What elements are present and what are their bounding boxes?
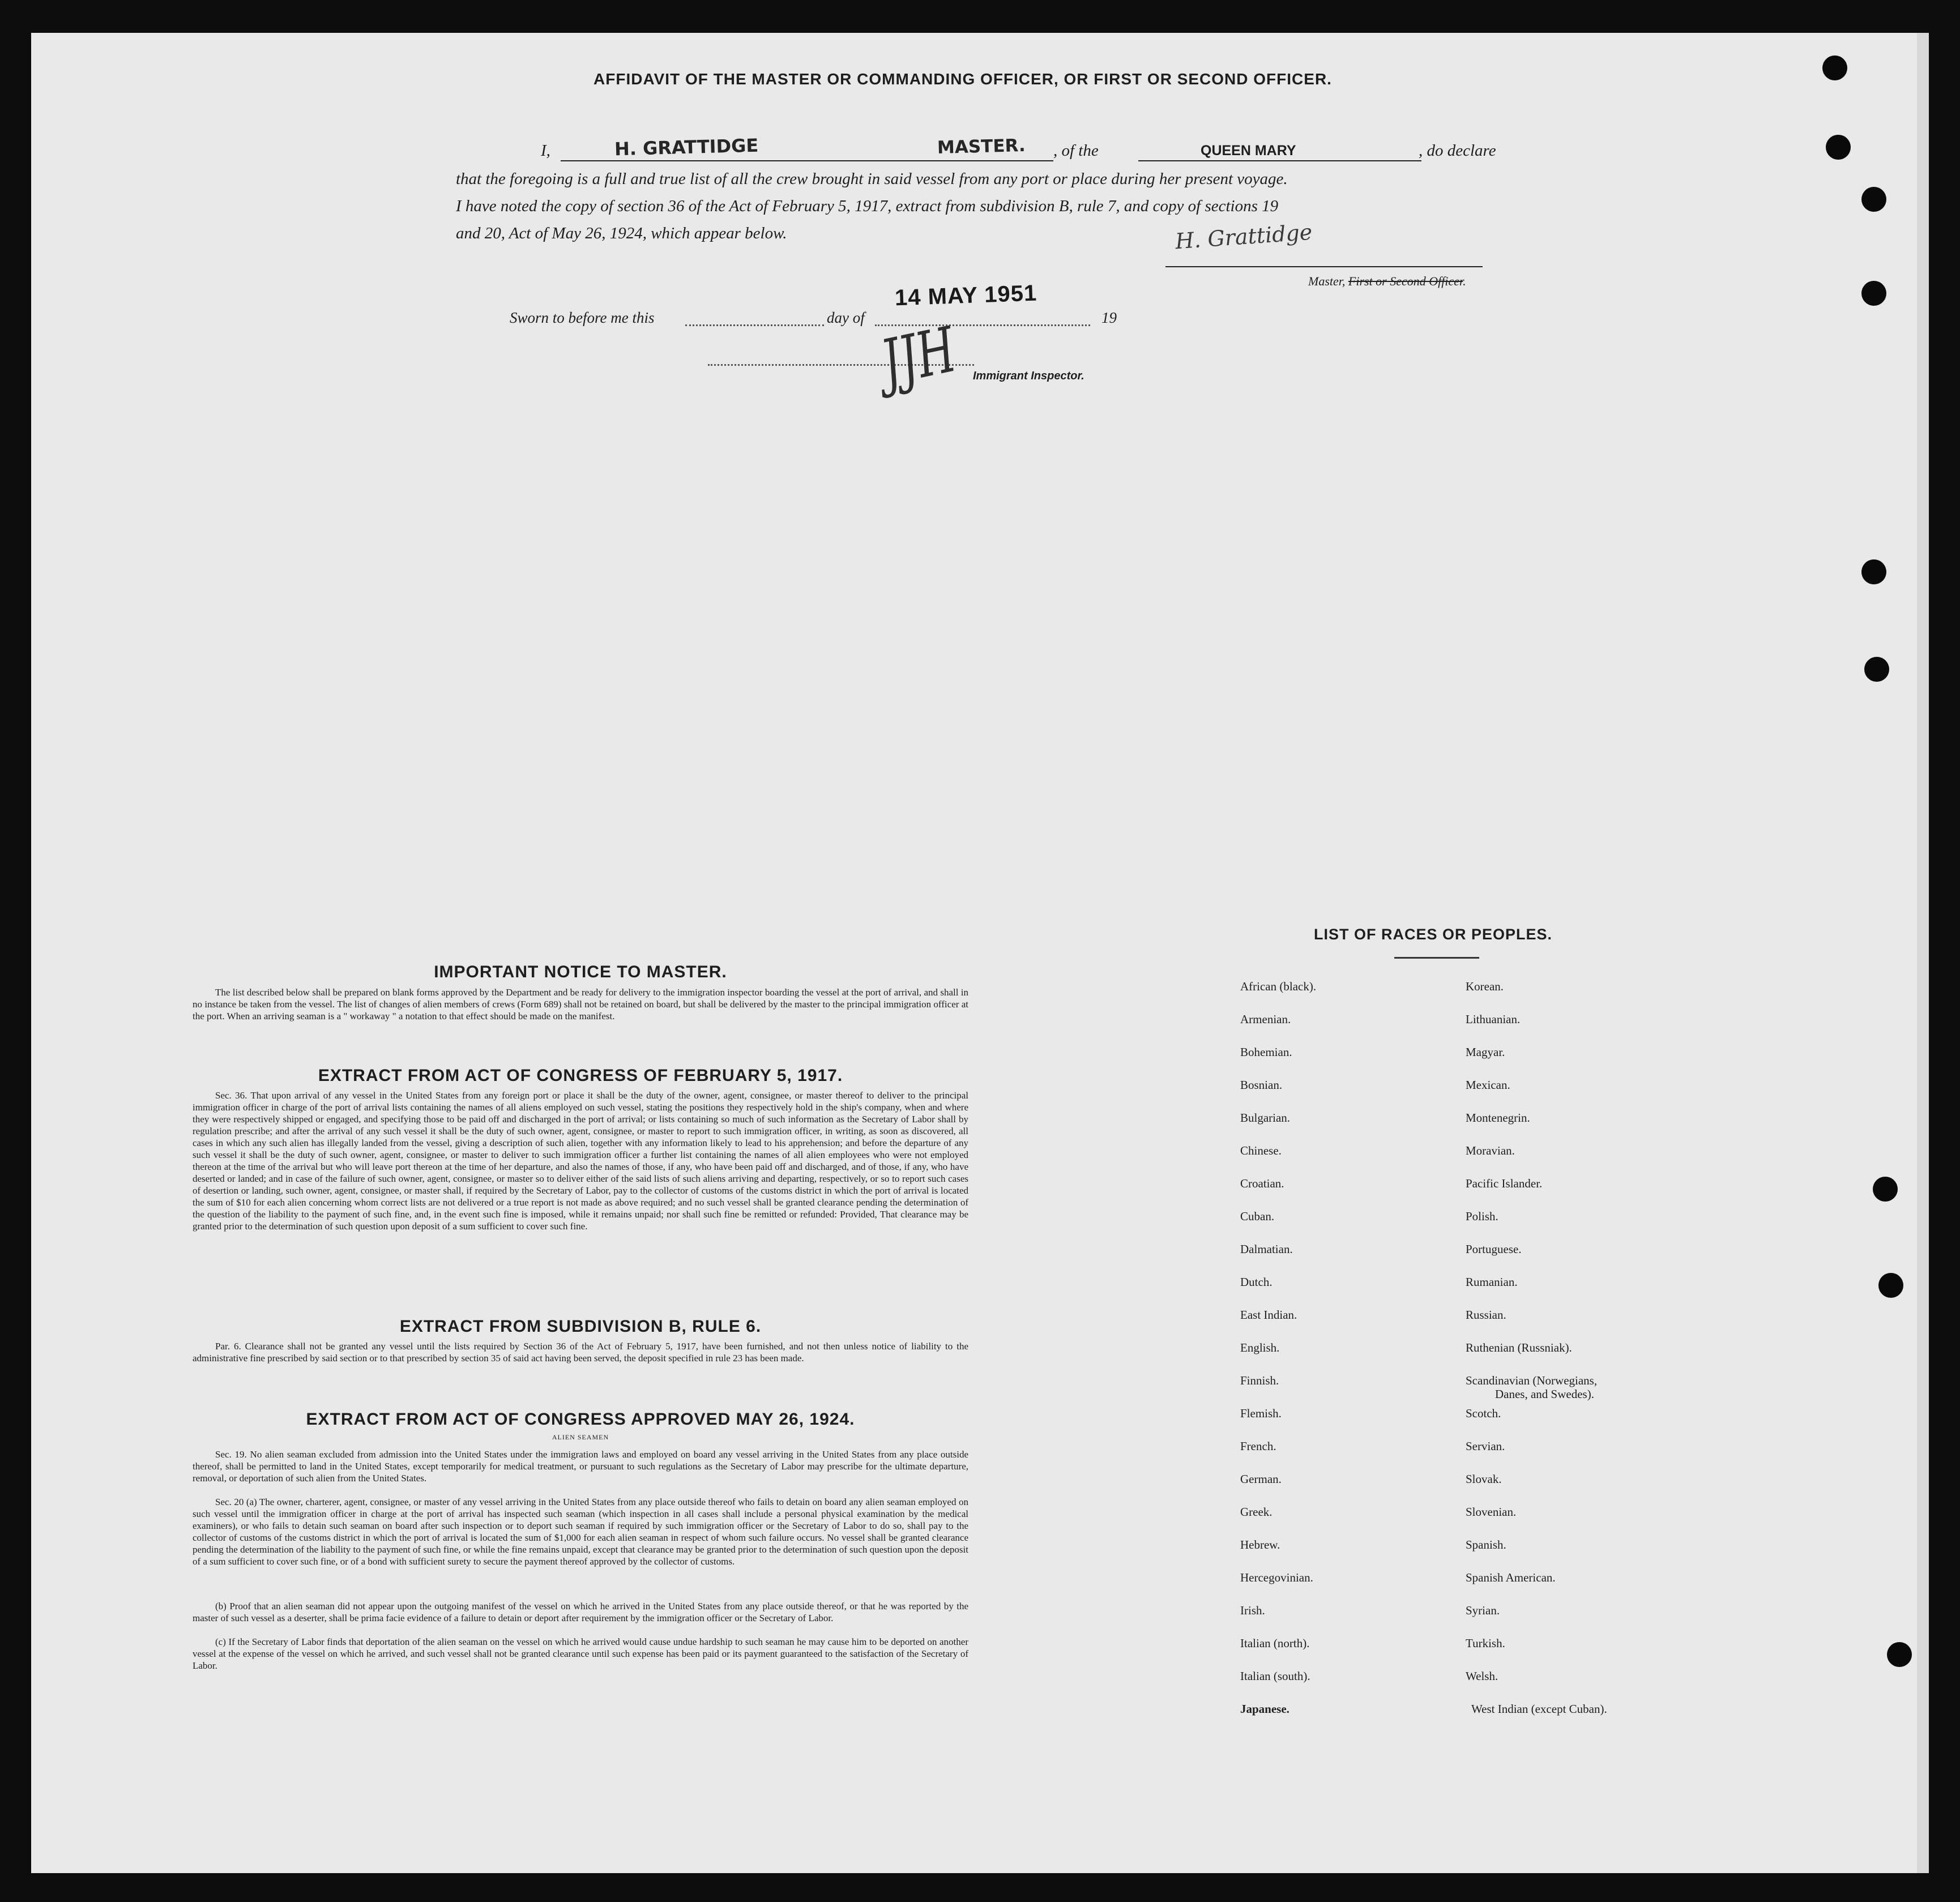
affidavit-line-3: I have noted the copy of section 36 of the Act of February 5, 1917, extract from subdivision B, rule 7, and copy of sections 19 xyxy=(456,197,1279,215)
race-item: Italian (south). xyxy=(1240,1669,1310,1683)
master-caption-prefix: Master, xyxy=(1308,274,1346,288)
punch-hole xyxy=(1878,1273,1903,1298)
race-item: Welsh. xyxy=(1466,1669,1498,1683)
race-item: Italian (north). xyxy=(1240,1636,1310,1650)
extract-1924-subtitle: ALIEN SEAMEN xyxy=(552,1433,609,1441)
race-item: Servian. xyxy=(1466,1439,1505,1453)
race-item: Croatian. xyxy=(1240,1177,1284,1190)
punch-hole xyxy=(1861,187,1886,212)
punch-hole xyxy=(1887,1642,1912,1667)
race-item: Greek. xyxy=(1240,1505,1272,1519)
vessel-name: QUEEN MARY xyxy=(1201,143,1296,159)
race-item: Scandinavian (Norwegians, xyxy=(1466,1374,1598,1387)
of-the-label: , of the xyxy=(1053,142,1099,160)
master-rank: MASTER. xyxy=(937,135,1026,159)
race-item: Russian. xyxy=(1466,1308,1506,1322)
race-item: Spanish American. xyxy=(1466,1571,1556,1584)
race-item: Hebrew. xyxy=(1240,1538,1280,1551)
punch-hole xyxy=(1861,281,1886,306)
race-item: English. xyxy=(1240,1341,1280,1354)
race-item: Japanese. xyxy=(1240,1702,1289,1716)
sec20b-text: (b) Proof that an alien seaman did not appear upon the outgoing manifest of the vessel on which he arrived in the United States from any place outside thereof, or that he was reported by the master of such vessel as a deserter, shall be prima facie evidence of a failure to detain or deport after requirement by the immigration officer or the Secretary of Labor. xyxy=(193,1601,968,1623)
race-item: Bulgarian. xyxy=(1240,1111,1291,1125)
sworn-day-line xyxy=(685,324,824,326)
race-item: African (black). xyxy=(1240,980,1317,993)
race-item: Hercegovinian. xyxy=(1240,1571,1313,1584)
punch-hole xyxy=(1861,559,1886,584)
extract-1924-title: EXTRACT FROM ACT OF CONGRESS APPROVED MAY 26, 1924. xyxy=(306,1410,855,1429)
race-item: German. xyxy=(1240,1472,1282,1486)
punch-hole xyxy=(1822,55,1847,80)
race-item: Slovak. xyxy=(1466,1472,1502,1486)
sworn-label: Sworn to before me this xyxy=(510,309,655,326)
race-item: Armenian. xyxy=(1240,1012,1291,1026)
race-item: Finnish. xyxy=(1240,1374,1279,1387)
race-item: Moravian. xyxy=(1466,1144,1515,1157)
punch-hole xyxy=(1826,135,1851,160)
affidavit-title: AFFIDAVIT OF THE MASTER OR COMMANDING OFFICER, OR FIRST OR SECOND OFFICER. xyxy=(593,70,1332,88)
race-item: Rumanian. xyxy=(1466,1275,1518,1289)
punch-hole xyxy=(1864,657,1889,682)
affidavit-line-4: and 20, Act of May 26, 1924, which appear below. xyxy=(456,224,787,242)
inspector-signature: JJH xyxy=(875,313,962,400)
race-item: Flemish. xyxy=(1240,1407,1282,1420)
master-signature-line xyxy=(1165,266,1483,267)
master-name: H. GRATTIDGE xyxy=(614,134,759,160)
i-label: I, xyxy=(541,142,550,160)
race-item: Turkish. xyxy=(1466,1636,1505,1650)
punch-hole xyxy=(1873,1177,1898,1202)
sec20a-text: Sec. 20 (a) The owner, charterer, agent, consignee, or master of any vessel arriving in the United States from any place outside thereof who fails to detain on board any alien seaman employed on such vessel until the immigration officer in charge at the port of arrival has inspected such seaman (which inspection in all cases shall include a personal physical examination by the medical examiners), or who fails to detain such seaman on board after such inspection or to deport such seaman if required by such immigration officer or the Secretary of Labor to do so, shall pay to the collector of customs of the customs district in which the port of arrival is located the sum of $1,000 for each alien seaman in respect of whom such failure occurs. No vessel shall be granted clearance pending the determination of the liability to the payment of such fine, or while the fine remains unpaid, except that clearance may be granted prior to the determination of such question upon the deposit of a sum sufficient to cover such fine, or of a bond with sufficient surety to secure the payment thereof approved by the collector of customs. xyxy=(193,1497,968,1567)
inspector-caption: Immigrant Inspector. xyxy=(973,370,1084,382)
race-item: West Indian (except Cuban). xyxy=(1471,1702,1607,1716)
race-item: Bohemian. xyxy=(1240,1045,1292,1059)
race-item: East Indian. xyxy=(1240,1308,1297,1322)
sec20c-text: (c) If the Secretary of Labor finds that deportation of the alien seaman on the vessel on which he arrived would cause undue hardship to such seaman he may cause him to be deported on another vessel at the expense of the vessel on which he arrived, and such vessel shall not be granted clearance until such expense has been paid or its payment guaranteed to the satisfaction of the Secretary of Labor. xyxy=(193,1636,968,1671)
race-item: Dalmatian. xyxy=(1240,1242,1293,1256)
page-edge-strip xyxy=(1917,33,1929,1873)
race-item: Irish. xyxy=(1240,1604,1265,1617)
affidavit-line-2: that the foregoing is a full and true list of all the crew brought in said vessel from any port or place during her present voyage. xyxy=(456,170,1288,188)
rule6-title: EXTRACT FROM SUBDIVISION B, RULE 6. xyxy=(399,1317,762,1336)
race-item: Portuguese. xyxy=(1466,1242,1522,1256)
race-item: Bosnian. xyxy=(1240,1078,1283,1092)
race-item: Lithuanian. xyxy=(1466,1012,1521,1026)
rule6-text: Par. 6. Clearance shall not be granted any vessel until the lists required by Section 36 of the Act of February 5, 1917, have been furnished, and not then unless notice of liability to the administrative fine prescribed by said section or to that prescribed by section 35 of said act having been served, the deposit specified in rule 23 has been made. xyxy=(193,1341,968,1364)
master-signature: H. Grattidge xyxy=(1174,219,1313,254)
document-page xyxy=(31,33,1917,1873)
race-item: Polish. xyxy=(1466,1209,1498,1223)
race-item: Slovenian. xyxy=(1466,1505,1517,1519)
extract-1917-title: EXTRACT FROM ACT OF CONGRESS OF FEBRUARY 5, 1917. xyxy=(318,1066,843,1085)
notice-text: The list described below shall be prepared on blank forms approved by the Department and be ready for delivery to the immigration inspector boarding the vessel at the port of arrival, and shall in no instance be taken from the vessel. The list of changes of alien members of crews (Form 689) shall not be retained on board, but shall be delivered by the master to the principal immigration officer at the port. When an arriving seaman is a " workaway " a notation to that effect should be made on the manifest. xyxy=(193,987,968,1021)
race-item: Magyar. xyxy=(1466,1045,1505,1059)
sec19-text: Sec. 19. No alien seaman excluded from admission into the United States under the immigration laws and employed on board any vessel arriving in the United States from any place outside thereof, shall be permitted to land in the United States, except temporarily for medical treatment, or pursuant to such regulations as the Secretary of Labor may prescribe for the ultimate departure, removal, or deportation of such alien from the United States. xyxy=(193,1449,968,1484)
do-declare-label: , do declare xyxy=(1419,142,1496,160)
day-of-label: day of xyxy=(827,309,865,326)
vessel-underline xyxy=(1138,160,1421,161)
race-item: Korean. xyxy=(1466,980,1504,993)
master-caption xyxy=(1308,274,1466,289)
race-item: Spanish. xyxy=(1466,1538,1506,1551)
races-title-rule xyxy=(1394,957,1479,959)
race-item: Syrian. xyxy=(1466,1604,1500,1617)
race-item: French. xyxy=(1240,1439,1276,1453)
extract-1917-text: Sec. 36. That upon arrival of any vessel in the United States from any foreign port or place it shall be the duty of the owner, agent, consignee, or master thereof to deliver to the principal immigration officer in charge of the port of arrival lists containing the names of all aliens employed on such vessel, stating the positions they respectively hold in the ship's company, when and where they were respectively shipped or engaged, and specifying those to be paid off and discharged in the port of arrival; or lists containing so much of such information as the Secretary of Labor shall by regulation prescribe; and after the arrival of any such vessel it shall be the duty of such owner, agent, consignee, or master to report to such immigration officer, in writing, as soon as discovered, all cases in which any such alien has illegally landed from the vessel, giving a description of such alien, together with any information likely to lead to his apprehension; and before the departure of any such vessel it shall be the duty of such owner, agent, consignee, or master to deliver to such immigration officer a further list containing the names of all alien employees who were not employed thereon at the time of the arrival but who will leave port thereon at the time of her departure, and also the names of those, if any, who have been paid off and discharged, and of those, if any, who have deserted or landed; and in case of the failure of such owner, agent, consignee, or master so to deliver either of the said lists of such aliens arriving and departing, respectively, or so to report such cases of desertion or landing, such owner, agent, consignee, or master shall, if required by the Secretary of Labor, pay to the collector of customs of the customs district in which the port of arrival is located the sum of $10 for each alien concerning whom correct lists are not delivered or a true report is not made as above required; and no such vessel shall be granted clearance pending the determination of the question of the liability to the payment of such fine, and, in the event such fine is imposed, while it remains unpaid; nor shall such fine be remitted or refunded: Provided, That clearance may be granted prior to the determination of such question upon deposit of a sum sufficient to cover such fine. xyxy=(193,1090,968,1232)
races-title: LIST OF RACES OR PEOPLES. xyxy=(1314,926,1553,943)
race-item-continued: Danes, and Swedes). xyxy=(1495,1387,1594,1401)
date-stamp: 14 MAY 1951 xyxy=(894,280,1037,311)
race-item: Dutch. xyxy=(1240,1275,1272,1289)
race-item: Scotch. xyxy=(1466,1407,1501,1420)
race-item: Chinese. xyxy=(1240,1144,1282,1157)
race-item: Ruthenian (Russniak). xyxy=(1466,1341,1572,1354)
master-caption-struck: First or Second Officer xyxy=(1348,274,1463,288)
race-item: Montenegrin. xyxy=(1466,1111,1530,1125)
name-underline xyxy=(561,160,1053,161)
year-prefix: 19 xyxy=(1101,309,1117,326)
race-item: Mexican. xyxy=(1466,1078,1510,1092)
notice-title: IMPORTANT NOTICE TO MASTER. xyxy=(434,963,727,981)
race-item: Pacific Islander. xyxy=(1466,1177,1543,1190)
master-caption-suffix: . xyxy=(1463,274,1466,288)
race-item: Cuban. xyxy=(1240,1209,1275,1223)
